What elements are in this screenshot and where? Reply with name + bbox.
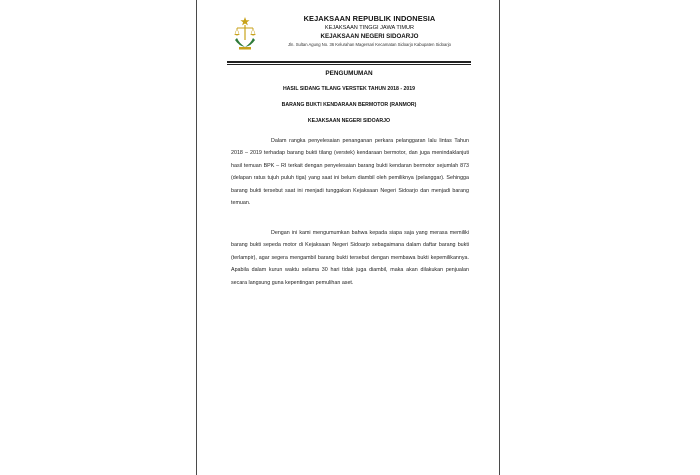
announcement-title-block [217,69,481,133]
announcement-subtitle-1: HASIL SIDANG TILANG VERSTEK TAHUN 2018 - 2019 [282,86,416,92]
document-page [196,0,500,475]
high-office-name: KEJAKSAAN TINGGI JAWA TIMUR [324,25,415,31]
office-address: Jln. Sultan Agung No. 36 Kelurahan Magersari Kecamatan Sidoarjo Kabupaten Sidoarjo [288,42,451,47]
district-office-name: KEJAKSAAN NEGERI SIDOARJO [320,33,419,40]
letterhead [227,14,477,64]
announcement-paragraph-1: Dalam rangka penyelesaian penanganan perkara pelanggaran lalu lintas Tahun 2018 – 2019 terhadap barang bukti tilang (verstek) kendaraan bermotor, dan juga menindaklanjuti hasil temuan BPK – RI terkait dengan penyelesaian barang bukti kendaran bermotor sejumlah 873 (delapan ratus tujuh puluh tiga) yang saat ini belum diambil oleh pemiliknya (pelanggar). Sehingga barang bukti tersebut saat ini menjadi tunggakan Kejaksaan Negeri Sidoarjo dan menjadi barang temuan. [231,138,469,207]
kejaksaan-emblem-icon [231,16,259,50]
announcement-paragraph-2: Dengan ini kami mengumumkan bahwa kepada siapa saja yang merasa memiliki barang bukti sepeda motor di Kejaksaan Negeri Sidoarjo sebagaimana dalam daftar barang bukti (terlampir), agar segera mengambil barang bukti tersebut dengan membawa bukti kepemilikannya. Apabila dalam kurun waktu selama 30 hari tidak juga diambil, maka akan dilakukan penjualan secara langsung guna kepentingan pemulihan aset. [231,230,469,286]
announcement-heading: PENGUMUMAN [325,70,373,77]
letterhead-divider-thick [227,61,471,63]
institution-name: KEJAKSAAN REPUBLIK INDONESIA [303,14,436,23]
announcement-subtitle-3: KEJAKSAAN NEGERI SIDOARJO [307,118,391,124]
letterhead-text [267,14,472,49]
announcement-subtitle-2: BARANG BUKTI KENDARAAN BERMOTOR (RANMOR) [281,102,417,108]
letterhead-divider-thin [227,64,471,65]
